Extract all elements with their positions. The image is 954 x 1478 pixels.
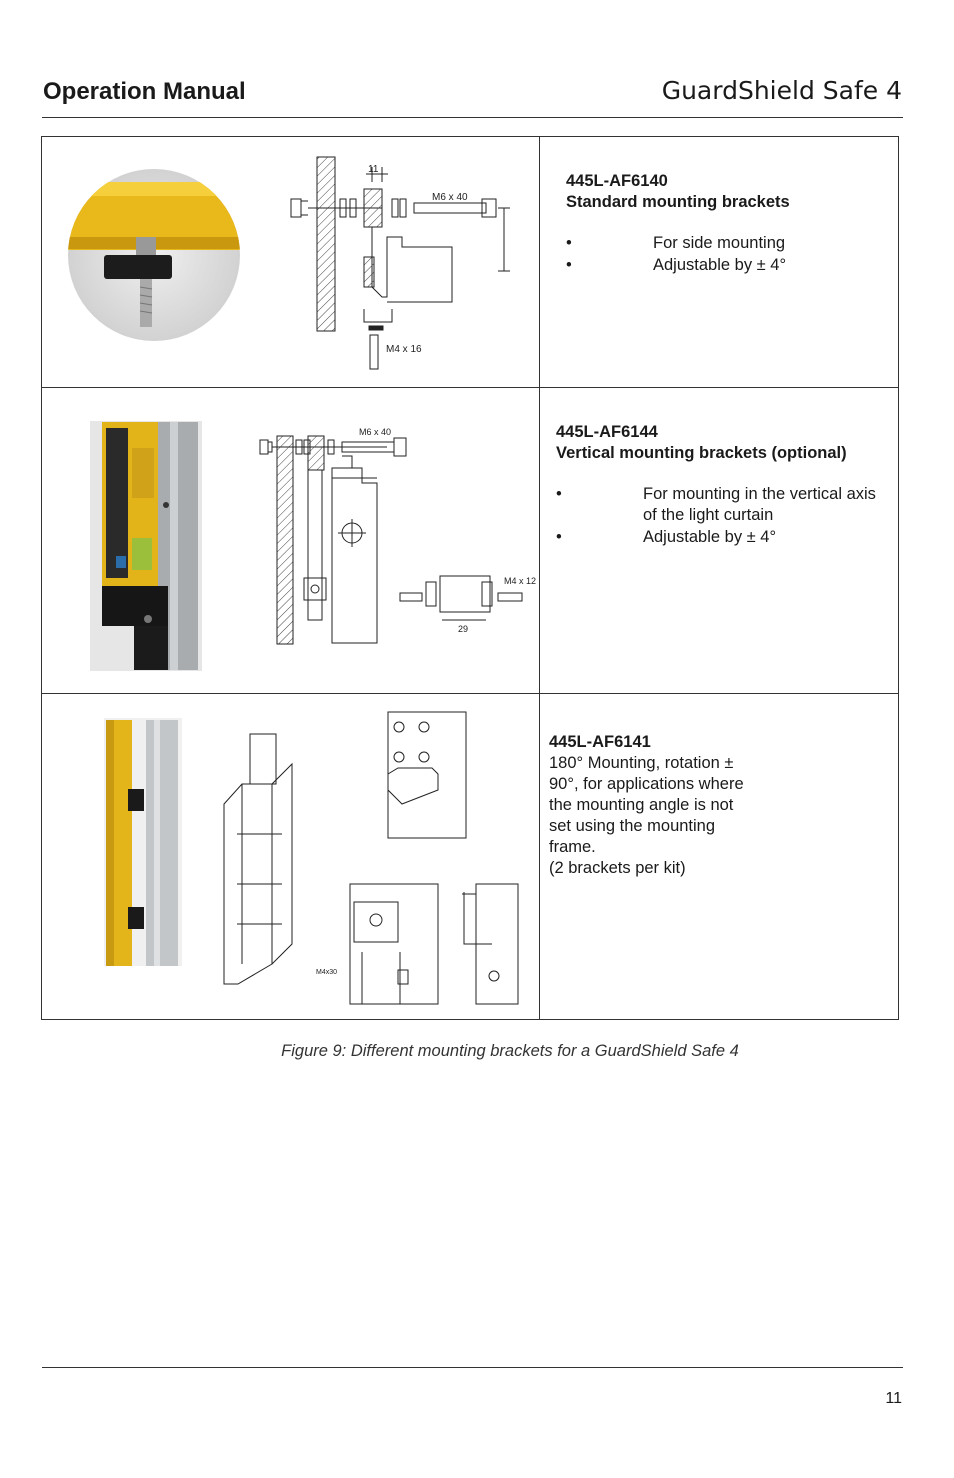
list-item: • For side mounting <box>566 233 886 254</box>
screw-label: M4x30 <box>316 969 338 976</box>
part-number: 445L-AF6140 <box>566 172 668 190</box>
part-title: Standard mounting brackets <box>566 193 790 211</box>
description-line: (2 brackets per kit) <box>549 859 686 877</box>
description-cell <box>540 388 898 693</box>
description-line: frame. <box>549 838 596 856</box>
page-number: 11 <box>885 1390 902 1407</box>
figure-cell <box>42 694 540 1019</box>
figure-cell <box>42 388 540 693</box>
figure-caption: Figure 9: Different mounting brackets for a GuardShield Safe 4 <box>281 1042 739 1060</box>
description-line: the mounting angle is not <box>549 796 734 814</box>
bracket-drawing <box>291 157 510 369</box>
header-title: Operation Manual <box>43 78 246 105</box>
vertical-bracket-drawing <box>260 436 522 644</box>
table-row <box>42 694 898 1019</box>
description-line: 180° Mounting, rotation ± <box>549 754 734 772</box>
table-row <box>42 137 898 388</box>
vertical-bracket-illustration <box>42 388 539 693</box>
list-item: • For mounting in the vertical axis of the light curtain <box>556 484 886 526</box>
vertical-bracket-photo <box>90 421 202 671</box>
screw-label: M4 x 12 <box>504 576 537 586</box>
table-row <box>42 388 898 694</box>
part-title: Vertical mounting brackets (optional) <box>556 444 847 462</box>
description-line: set using the mounting <box>549 817 716 835</box>
feature-list <box>566 233 886 276</box>
description-line: 90°, for applications where <box>549 775 744 793</box>
rotation-bracket-photo <box>104 718 182 966</box>
list-item: • Adjustable by ± 4° <box>556 527 886 548</box>
rotation-bracket-drawings <box>224 712 518 1004</box>
drawing-dimension-label: 11 <box>368 164 379 175</box>
list-item: • Adjustable by ± 4° <box>566 255 886 276</box>
part-number: 445L-AF6144 <box>556 423 658 441</box>
description-cell <box>540 694 898 1019</box>
description-cell <box>540 137 898 387</box>
header-rule <box>42 117 903 118</box>
brackets-table <box>41 136 899 1020</box>
drawing-dimension-label: 29 <box>458 624 469 634</box>
rotation-bracket-illustration <box>42 694 539 1019</box>
feature-list <box>556 484 886 548</box>
header-product-name: GuardShield Safe 4 <box>661 76 902 105</box>
part-number: 445L-AF6141 <box>549 733 651 751</box>
figure-cell <box>42 137 540 387</box>
bolt-label: M6 x 40 <box>359 427 392 437</box>
footer-rule <box>42 1367 903 1368</box>
screw-label: M4 x 16 <box>386 344 422 355</box>
bolt-label: M6 x 40 <box>432 192 468 203</box>
standard-bracket-illustration <box>42 137 539 387</box>
bracket-photo <box>62 169 252 341</box>
